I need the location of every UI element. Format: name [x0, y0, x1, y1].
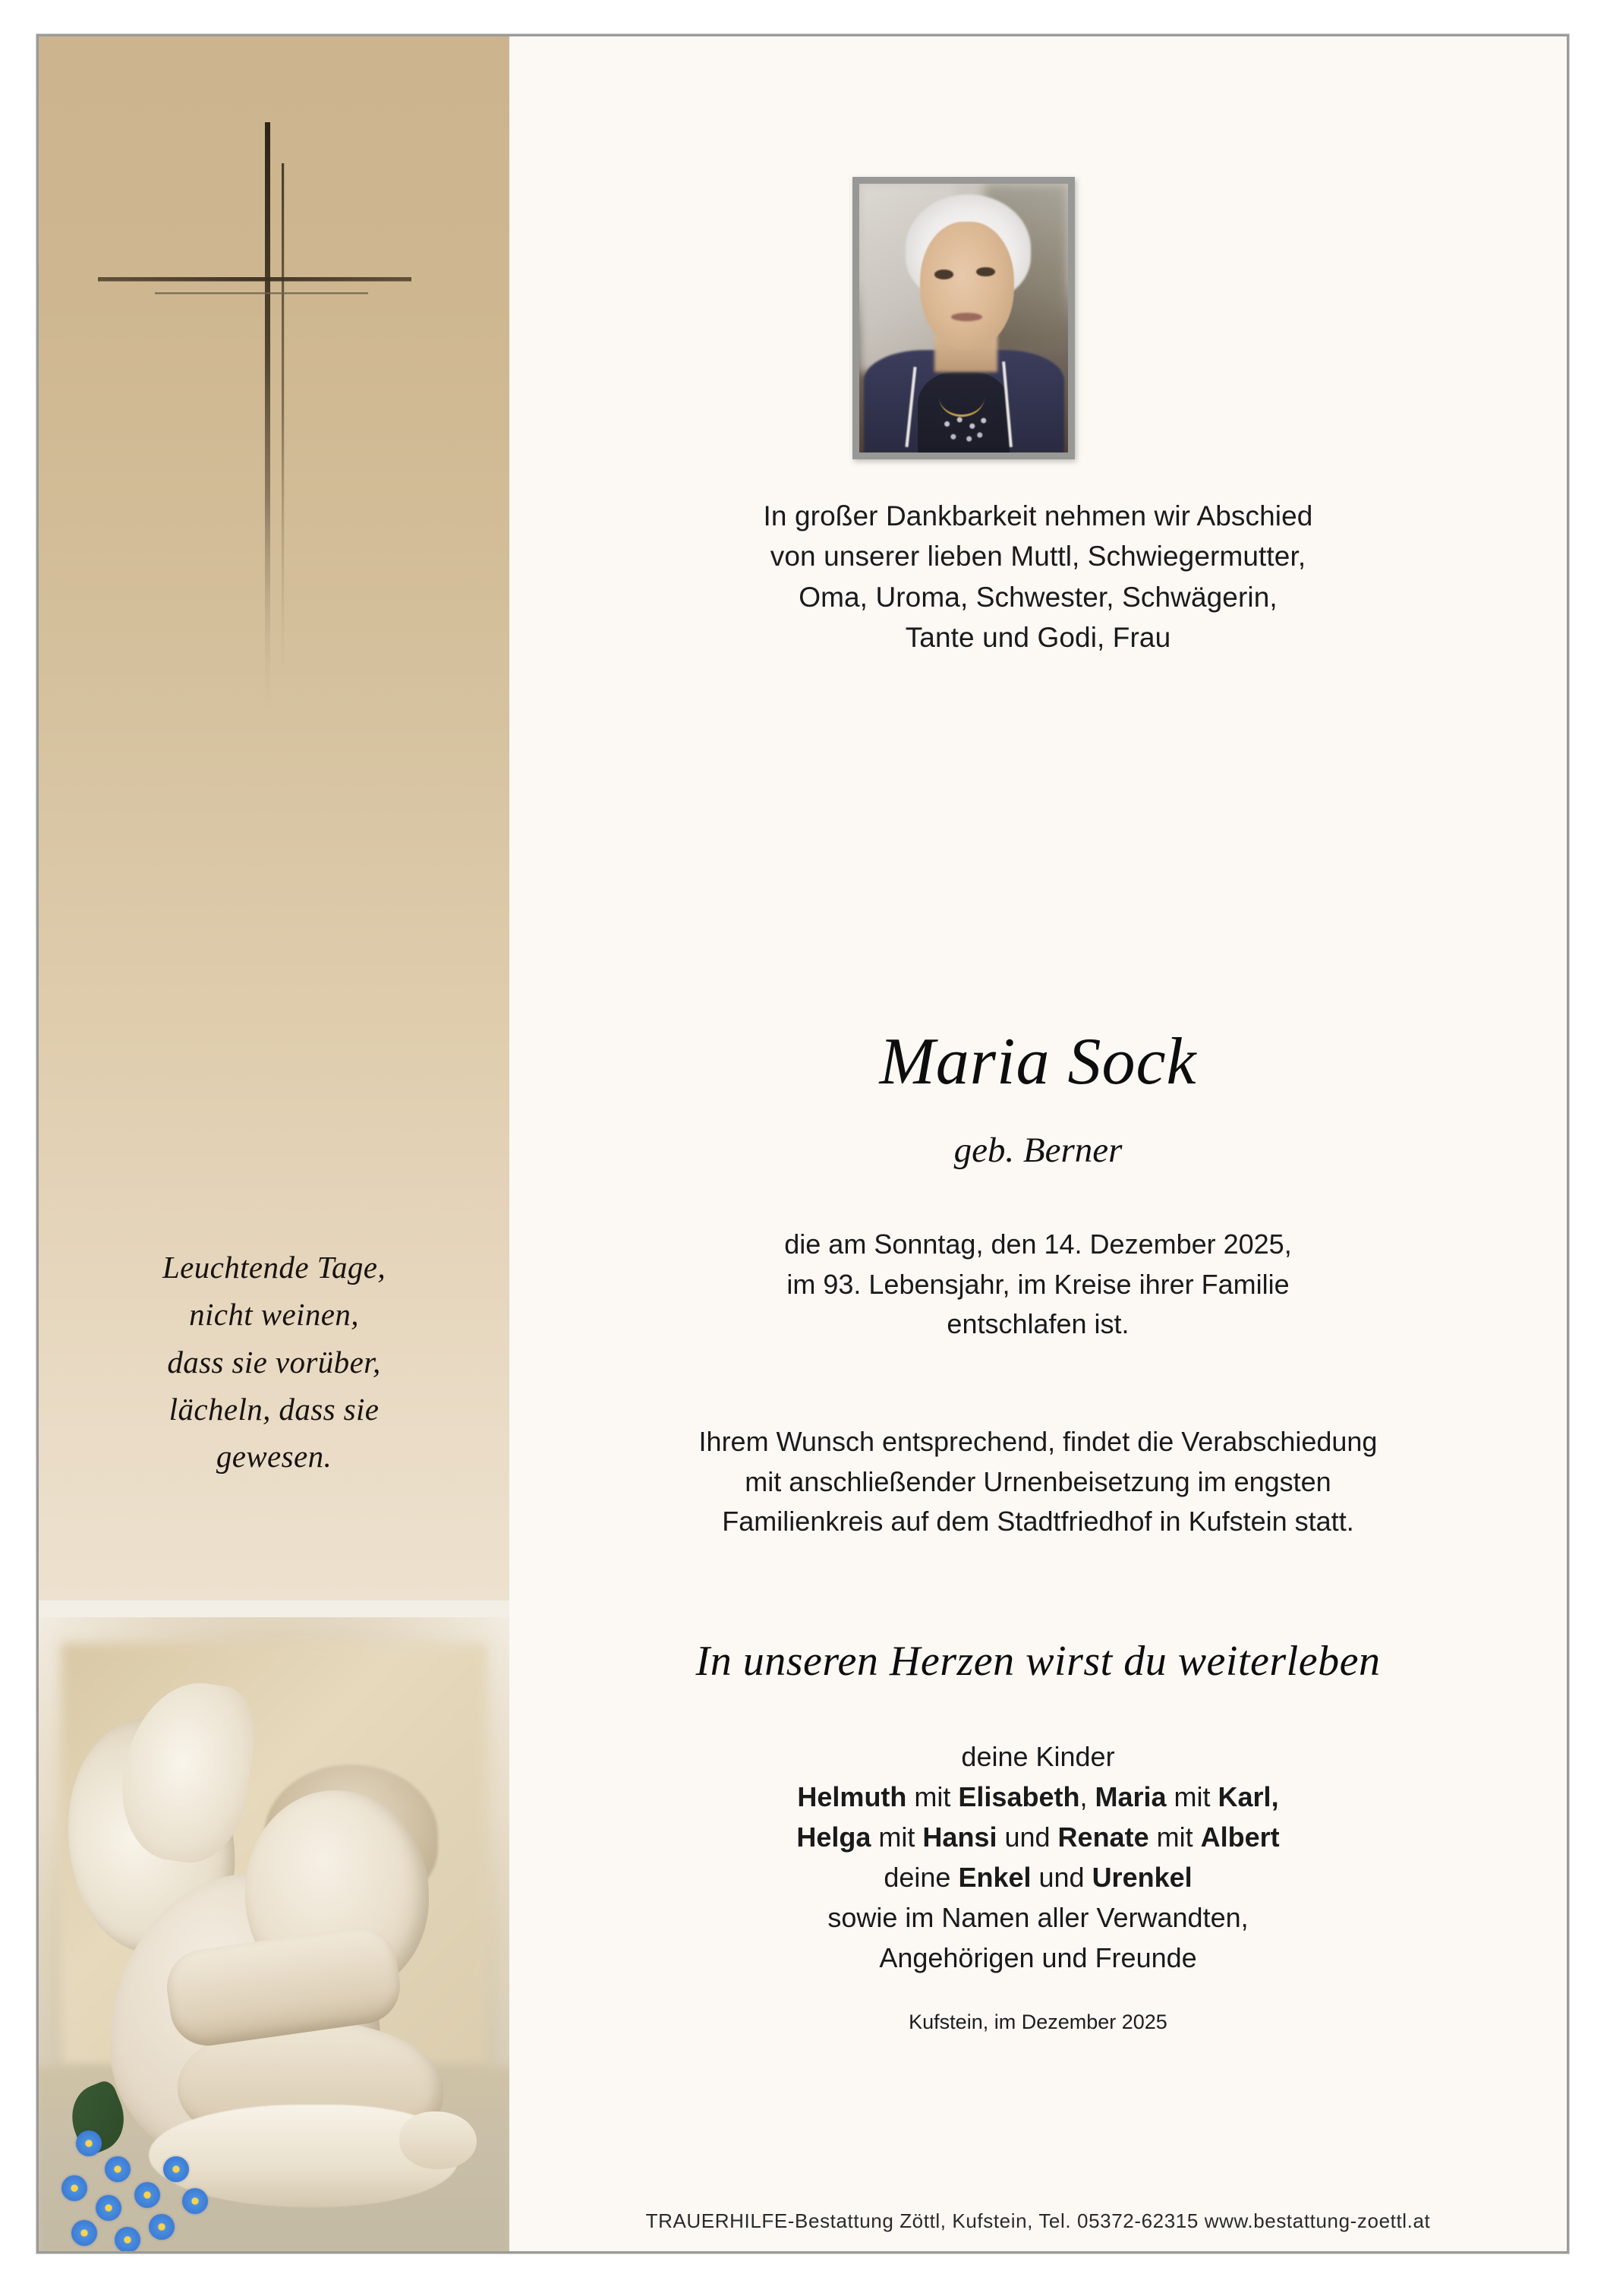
family-children-line-1 [509, 1777, 1567, 1818]
family-connector: , [1079, 1780, 1095, 1812]
family-connector: und [997, 1821, 1058, 1853]
family-connector: mit [1166, 1780, 1218, 1812]
intro-line: Tante und Godi, Frau [905, 621, 1171, 653]
funeral-line: Ihrem Wunsch entsprechend, findet die Verabschiedung [698, 1426, 1378, 1457]
memorial-poem [39, 1244, 509, 1481]
passing-line: entschlafen ist. [947, 1308, 1130, 1340]
family-name: Urenkel [1092, 1861, 1193, 1893]
family-grandchildren-line [509, 1858, 1567, 1898]
passing-line: im 93. Lebensjahr, im Kreise ihrer Familie [786, 1268, 1290, 1300]
portrait-photo [859, 184, 1068, 453]
intro-paragraph [509, 496, 1567, 658]
place-and-date: Kufstein, im Dezember 2025 [909, 2011, 1167, 2033]
intro-line: von unserer lieben Muttl, Schwiegermutter, [770, 541, 1306, 572]
intro-line: Oma, Uroma, Schwester, Schwägerin, [799, 581, 1278, 613]
family-name: Helga [796, 1821, 871, 1853]
intro-line: In großer Dankbarkeit nehmen wir Abschied [763, 500, 1313, 531]
memorial-card [36, 34, 1569, 2253]
deceased-name: Maria Sock [879, 1025, 1197, 1099]
family-closing-line: Angehörigen und Freunde [879, 1941, 1197, 1973]
poem-line: Leuchtende Tage, [162, 1250, 386, 1285]
family-name: Helmuth [797, 1780, 907, 1812]
memorial-motto: In unseren Herzen wirst du weiterleben [695, 1638, 1381, 1685]
poem-line: lächeln, dass sie [169, 1391, 380, 1427]
funeral-line: Familienkreis auf dem Stadtfriedhof in Kufstein statt. [722, 1506, 1354, 1538]
passing-line: die am Sonntag, den 14. Dezember 2025, [784, 1228, 1292, 1260]
deceased-maiden-name: geb. Berner [953, 1131, 1123, 1170]
poem-line: gewesen. [216, 1439, 332, 1474]
left-decorative-column [39, 36, 509, 2251]
family-name: Renate [1057, 1821, 1149, 1853]
family-name: Karl, [1218, 1780, 1279, 1812]
poem-line: dass sie vorüber, [167, 1344, 381, 1380]
funeral-paragraph [509, 1422, 1567, 1542]
family-children-line-2 [509, 1818, 1567, 1858]
family-name: Enkel [958, 1861, 1032, 1893]
family-connector: mit [871, 1821, 923, 1853]
family-connector: mit [906, 1780, 959, 1812]
portrait-photo-frame [852, 177, 1075, 459]
family-name: Albert [1200, 1821, 1280, 1853]
angel-figurine-image [39, 1601, 509, 2253]
family-name: Elisabeth [958, 1780, 1080, 1812]
funeral-line: mit anschließender Urnenbeisetzung im engsten [745, 1465, 1331, 1497]
family-block [509, 1737, 1567, 1978]
poem-line: nicht weinen, [189, 1297, 359, 1332]
passing-paragraph [509, 1225, 1567, 1345]
funeral-home-footer: TRAUERHILFE-Bestattung Zöttl, Kufstein, Tel. 05372-62315 www.bestattung-zoettl.at [645, 2209, 1431, 2232]
family-connector: und [1031, 1861, 1092, 1893]
family-name: Hansi [922, 1821, 997, 1853]
cross-icon [39, 93, 509, 731]
family-closing-line: sowie im Namen aller Verwandten, [827, 1901, 1249, 1933]
right-content-column [509, 36, 1567, 2251]
family-name: Maria [1095, 1780, 1167, 1812]
family-connector: deine [884, 1861, 959, 1893]
family-heading: deine Kinder [961, 1741, 1115, 1772]
family-connector: mit [1148, 1821, 1201, 1853]
